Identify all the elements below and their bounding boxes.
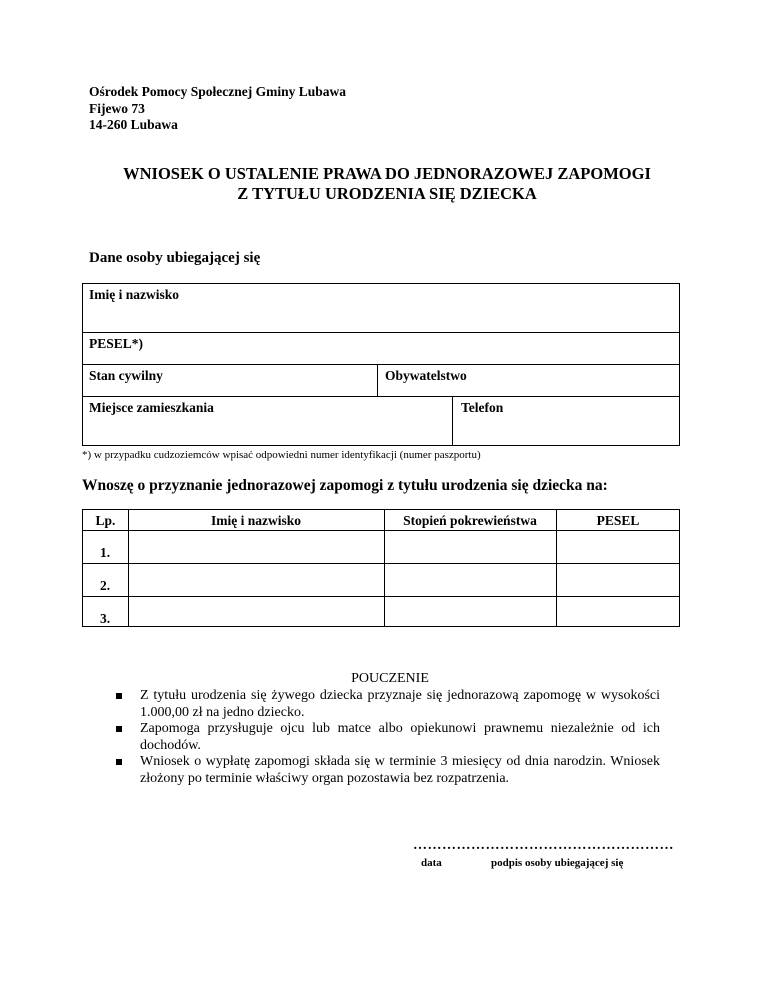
square-bullet-icon [116, 693, 122, 699]
signature-line: ……………………………………………… [413, 838, 674, 853]
header-lp: Lp. [95, 513, 116, 528]
marital-status-label: Stan cywilny [89, 368, 163, 383]
list-item [116, 688, 660, 721]
children-table [82, 509, 680, 627]
row-number: 1. [100, 545, 111, 560]
notice-text: Wniosek o wypłatę zapomogi składa się w terminie 3 miesięcy od dnia narodzin. Wniosek złożony po terminie właściwy organ pozostawia bez rozpatrzenia. [140, 754, 660, 786]
divider [83, 396, 679, 397]
row-number: 3. [100, 611, 111, 626]
notice-title: POUCZENIE [351, 671, 429, 686]
row-number: 2. [100, 578, 111, 593]
document-title [0, 164, 768, 204]
list-item [116, 754, 660, 787]
residence-label: Miejsce zamieszkania [89, 400, 214, 415]
footnote: *) w przypadku cudzoziemców wpisać odpowiedni numer identyfikacji (numer paszportu) [82, 449, 481, 461]
divider [377, 364, 378, 396]
organization-address [89, 84, 346, 134]
divider [83, 596, 679, 597]
divider [83, 530, 679, 531]
document-title-line1: WNIOSEK O USTALENIE PRAWA DO JEDNORAZOWEJ ZAPOMOGI [123, 164, 651, 183]
divider [83, 364, 679, 365]
divider [384, 510, 385, 626]
divider [83, 563, 679, 564]
citizenship-label: Obywatelstwo [385, 368, 467, 383]
square-bullet-icon [116, 726, 122, 732]
signature-label: podpis osoby ubiegającej się [491, 857, 624, 869]
name-label: Imię i nazwisko [89, 287, 180, 302]
applicant-table [82, 283, 680, 446]
divider [556, 510, 557, 626]
phone-label: Telefon [461, 400, 504, 415]
organization-city: 14-260 Lubawa [89, 117, 178, 132]
date-label: data [421, 857, 442, 869]
notice-text: Zapomoga przysługuje ojcu lub matce albo opiekunowi prawnemu niezależnie od ich dochodów. [140, 721, 660, 753]
divider [83, 332, 679, 333]
request-statement: Wnoszę o przyznanie jednorazowej zapomogi z tytułu urodzenia się dziecka na: [82, 477, 608, 494]
document-title-line2: Z TYTUŁU URODZENIA SIĘ DZIECKA [237, 184, 537, 203]
square-bullet-icon [116, 759, 122, 765]
divider [128, 510, 129, 626]
pesel-label: PESEL*) [89, 336, 144, 351]
divider [452, 396, 453, 446]
organization-street: Fijewo 73 [89, 100, 145, 116]
header-name: Imię i nazwisko [210, 513, 301, 528]
header-pesel: PESEL [596, 513, 640, 528]
header-relationship: Stopień pokrewieństwa [403, 513, 537, 528]
applicant-section-title: Dane osoby ubiegającej się [89, 250, 261, 266]
notice-text: Z tytułu urodzenia się żywego dziecka przyznaje się jednorazową zapomogę w wysokości 1.000,00 zł na jedno dziecko. [140, 688, 660, 720]
list-item [116, 721, 660, 754]
organization-name: Ośrodek Pomocy Społecznej Gminy Lubawa [89, 84, 347, 99]
notice-list [116, 688, 660, 787]
